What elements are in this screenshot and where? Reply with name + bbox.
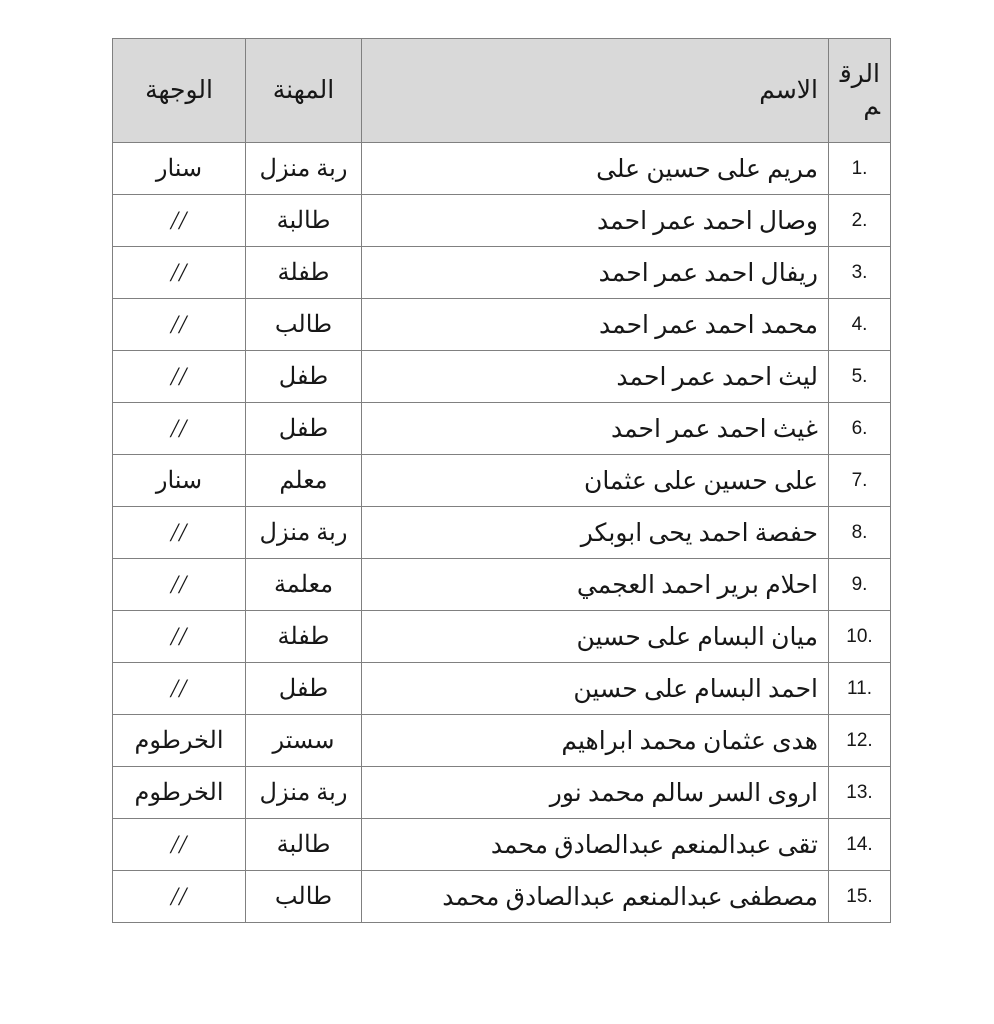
row-destination-cell: // [113, 507, 246, 559]
row-name-cell: هدى عثمان محمد ابراهيم [362, 715, 829, 767]
column-header-destination: الوجهة [113, 39, 246, 143]
row-job-cell: طفلة [246, 611, 362, 663]
row-name-cell: ميان البسام على حسين [362, 611, 829, 663]
row-number-cell: 12. [829, 715, 891, 767]
row-number-cell: 2. [829, 195, 891, 247]
row-name-cell: ليث احمد عمر احمد [362, 351, 829, 403]
row-name-cell: غيث احمد عمر احمد [362, 403, 829, 455]
table-row [113, 871, 891, 923]
row-job-cell: طالب [246, 299, 362, 351]
row-destination-cell: // [113, 611, 246, 663]
table-row [113, 351, 891, 403]
row-destination-cell: الخرطوم [113, 767, 246, 819]
row-job-cell: طالب [246, 871, 362, 923]
row-job-cell: معلمة [246, 559, 362, 611]
table-row [113, 819, 891, 871]
row-job-cell: طفل [246, 351, 362, 403]
row-number-cell: 13. [829, 767, 891, 819]
table-row [113, 767, 891, 819]
table-header [113, 39, 891, 143]
row-name-cell: وصال احمد عمر احمد [362, 195, 829, 247]
row-destination-cell: // [113, 299, 246, 351]
row-destination-cell: سنار [113, 143, 246, 195]
row-destination-cell: // [113, 559, 246, 611]
row-job-cell: طفل [246, 403, 362, 455]
row-name-cell: تقى عبدالمنعم عبدالصادق محمد [362, 819, 829, 871]
row-job-cell: ربة منزل [246, 507, 362, 559]
row-destination-cell: // [113, 403, 246, 455]
row-name-cell: مريم على حسين على [362, 143, 829, 195]
table-row [113, 559, 891, 611]
table-row [113, 507, 891, 559]
row-destination-cell: // [113, 871, 246, 923]
row-job-cell: ربة منزل [246, 767, 362, 819]
row-destination-cell: // [113, 819, 246, 871]
row-number-cell: 7. [829, 455, 891, 507]
row-job-cell: سستر [246, 715, 362, 767]
table-body [113, 143, 891, 923]
roster-table [112, 38, 891, 923]
row-destination-cell: // [113, 195, 246, 247]
table-row [113, 455, 891, 507]
row-job-cell: طفلة [246, 247, 362, 299]
row-name-cell: مصطفى عبدالمنعم عبدالصادق محمد [362, 871, 829, 923]
row-job-cell: ربة منزل [246, 143, 362, 195]
row-name-cell: احلام برير احمد العجمي [362, 559, 829, 611]
table-row [113, 299, 891, 351]
row-destination-cell: // [113, 247, 246, 299]
row-name-cell: حفصة احمد يحى ابوبكر [362, 507, 829, 559]
row-name-cell: على حسين على عثمان [362, 455, 829, 507]
table-row [113, 715, 891, 767]
row-number-cell: 10. [829, 611, 891, 663]
row-name-cell: اروى السر سالم محمد نور [362, 767, 829, 819]
row-name-cell: محمد احمد عمر احمد [362, 299, 829, 351]
column-header-name: الاسم [362, 39, 829, 143]
row-destination-cell: سنار [113, 455, 246, 507]
row-number-cell: 11. [829, 663, 891, 715]
row-job-cell: طفل [246, 663, 362, 715]
row-destination-cell: // [113, 663, 246, 715]
row-number-cell: 15. [829, 871, 891, 923]
table-row [113, 247, 891, 299]
table-row [113, 663, 891, 715]
row-number-cell: 9. [829, 559, 891, 611]
row-number-cell: 14. [829, 819, 891, 871]
table-row [113, 195, 891, 247]
row-number-cell: 6. [829, 403, 891, 455]
row-number-cell: 1. [829, 143, 891, 195]
table-row [113, 403, 891, 455]
row-destination-cell: // [113, 351, 246, 403]
row-job-cell: طالبة [246, 819, 362, 871]
column-header-job: المهنة [246, 39, 362, 143]
row-number-cell: 8. [829, 507, 891, 559]
row-number-cell: 3. [829, 247, 891, 299]
row-job-cell: طالبة [246, 195, 362, 247]
column-header-number: الرقم [829, 39, 891, 143]
table-row [113, 143, 891, 195]
row-name-cell: احمد البسام على حسين [362, 663, 829, 715]
row-job-cell: معلم [246, 455, 362, 507]
row-number-cell: 4. [829, 299, 891, 351]
row-name-cell: ريفال احمد عمر احمد [362, 247, 829, 299]
table-header-row [113, 39, 891, 143]
row-destination-cell: الخرطوم [113, 715, 246, 767]
row-number-cell: 5. [829, 351, 891, 403]
table-row [113, 611, 891, 663]
